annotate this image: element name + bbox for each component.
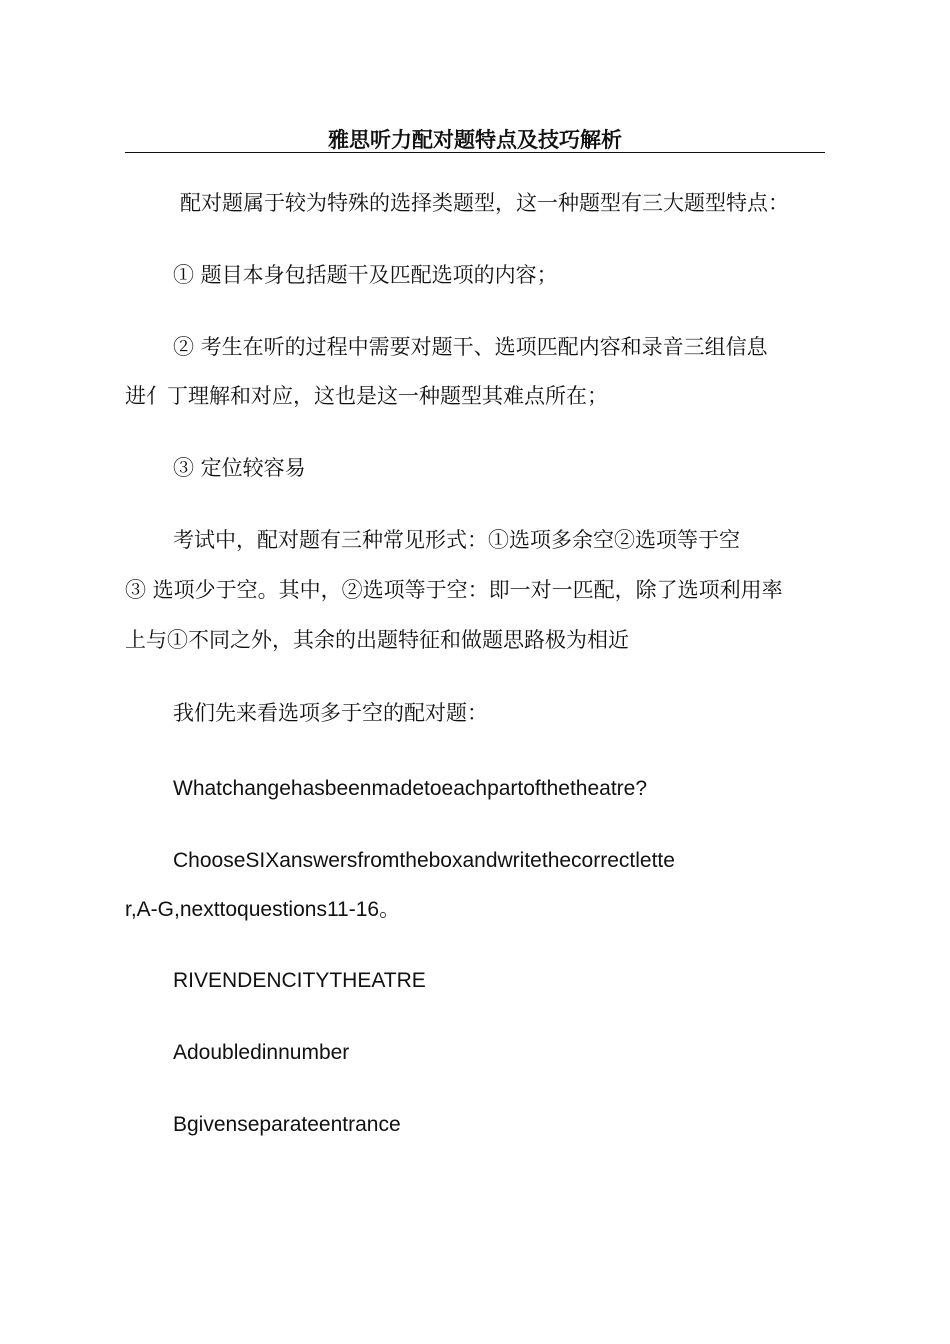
title-underline: [125, 152, 825, 153]
document-title: 雅思听力配对题特点及技巧解析: [328, 127, 622, 152]
feature-2-line-2: 进亻丁理解和对应，这也是这一种题型其难点所在；: [125, 384, 608, 408]
example-intro: 我们先来看选项多于空的配对题：: [173, 701, 488, 725]
option-a: Adoubledinnumber: [173, 1041, 350, 1064]
forms-line-1: 考试中，配对题有三种常见形式：①选项多余空②选项等于空: [173, 528, 740, 552]
feature-2-line-1: ② 考生在听的过程中需要对题干、选项匹配内容和录音三组信息: [173, 335, 768, 359]
forms-line-3: 上与①不同之外，其余的出题特征和做题思路极为相近: [125, 628, 629, 652]
feature-1: ① 题目本身包括题干及匹配选项的内容；: [173, 263, 558, 287]
question-prompt: Whatchangehasbeenmadetoeachpartofthetheatre?: [173, 777, 648, 800]
instruction-line-1: ChooseSIXanswersfromtheboxandwritethecorrectlette: [173, 849, 675, 872]
box-heading: RIVENDENCITYTHEATRE: [173, 969, 426, 992]
forms-line-2: ③ 选项少于空。其中，②选项等于空：即一对一匹配，除了选项利用率: [125, 578, 783, 602]
option-b: Bgivenseparateentrance: [173, 1113, 401, 1136]
feature-3: ③ 定位较容易: [173, 456, 306, 480]
instruction-line-2: r,A-G,nexttoquestions11-16。: [125, 898, 401, 921]
intro-paragraph: 配对题属于较为特殊的选择类题型，这一种题型有三大题型特点：: [180, 191, 789, 215]
